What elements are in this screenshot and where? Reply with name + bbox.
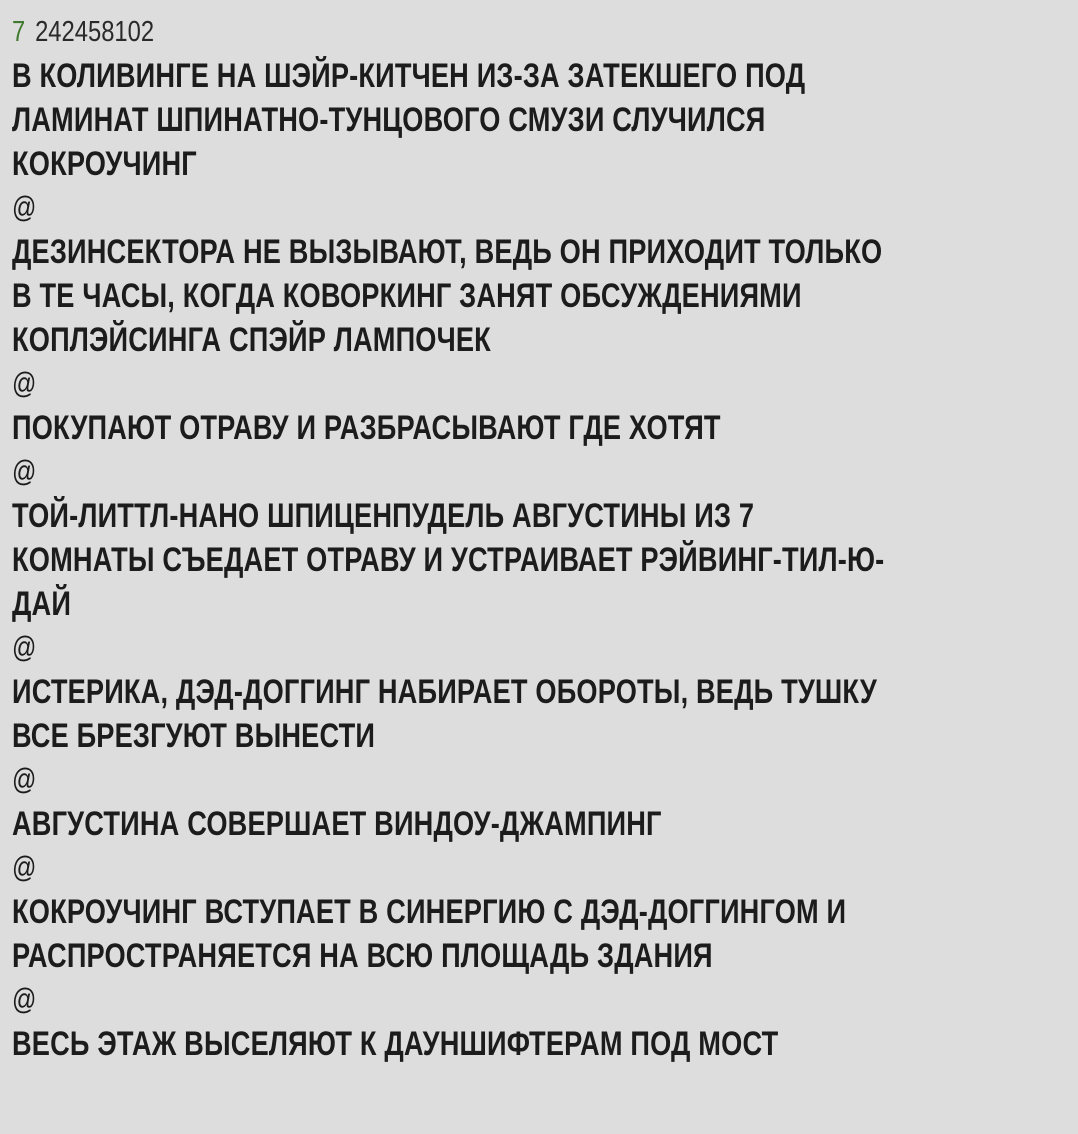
post-line: ИСТЕРИКА, ДЭД-ДОГГИНГ НАБИРАЕТ ОБОРОТЫ, ВЕДЬ ТУШКУ: [12, 673, 877, 711]
post-line: ВСЕ БРЕЗГУЮТ ВЫНЕСТИ: [12, 717, 376, 755]
post-line: АВГУСТИНА СОВЕРШАЕТ ВИНДОУ-ДЖАМПИНГ: [12, 805, 662, 843]
post-line: ТОЙ-ЛИТТЛ-НАНО ШПИЦЕНПУДЕЛЬ АВГУСТИНЫ ИЗ 7: [12, 497, 755, 535]
post-separator: @: [12, 367, 37, 400]
post-line: РАСПРОСТРАНЯЕТСЯ НА ВСЮ ПЛОЩАДЬ ЗДАНИЯ: [12, 937, 713, 975]
post-separator: @: [12, 191, 37, 224]
post-line: ВЕСЬ ЭТАЖ ВЫСЕЛЯЮТ К ДАУНШИФТЕРАМ ПОД МОСТ: [12, 1025, 779, 1063]
post-line: КОПЛЭЙСИНГА СПЭЙР ЛАМПОЧЕК: [12, 321, 491, 359]
post-line: КОМНАТЫ СЪЕДАЕТ ОТРАВУ И УСТРАИВАЕТ РЭЙВИНГ-ТИЛ-Ю-: [12, 541, 885, 579]
post-index-link[interactable]: 7: [12, 15, 26, 48]
post: [12, 10, 1062, 1066]
post-id[interactable]: 242458102: [35, 15, 155, 48]
post-body: [12, 54, 1062, 1066]
post-line: ДАЙ: [12, 585, 72, 623]
post-separator: @: [12, 851, 37, 884]
post-separator: @: [12, 983, 37, 1016]
post-line: ПОКУПАЮТ ОТРАВУ И РАЗБРАСЫВАЮТ ГДЕ ХОТЯТ: [12, 409, 721, 447]
post-separator: @: [12, 763, 37, 796]
post-header: [12, 10, 873, 54]
post-separator: @: [12, 455, 37, 488]
post-line: В КОЛИВИНГЕ НА ШЭЙР-КИТЧЕН ИЗ-ЗА ЗАТЕКШЕГО ПОД: [12, 57, 806, 95]
post-line: ЛАМИНАТ ШПИНАТНО-ТУНЦОВОГО СМУЗИ СЛУЧИЛСЯ: [12, 101, 766, 139]
post-separator: @: [12, 631, 37, 664]
post-line: КОКРОУЧИНГ ВСТУПАЕТ В СИНЕРГИЮ С ДЭД-ДОГГИНГОМ И: [12, 893, 847, 931]
post-line: КОКРОУЧИНГ: [12, 145, 197, 183]
post-line: ДЕЗИНСЕКТОРА НЕ ВЫЗЫВАЮТ, ВЕДЬ ОН ПРИХОДИТ ТОЛЬКО: [12, 233, 883, 271]
post-line: В ТЕ ЧАСЫ, КОГДА КОВОРКИНГ ЗАНЯТ ОБСУЖДЕНИЯМИ: [12, 277, 802, 315]
